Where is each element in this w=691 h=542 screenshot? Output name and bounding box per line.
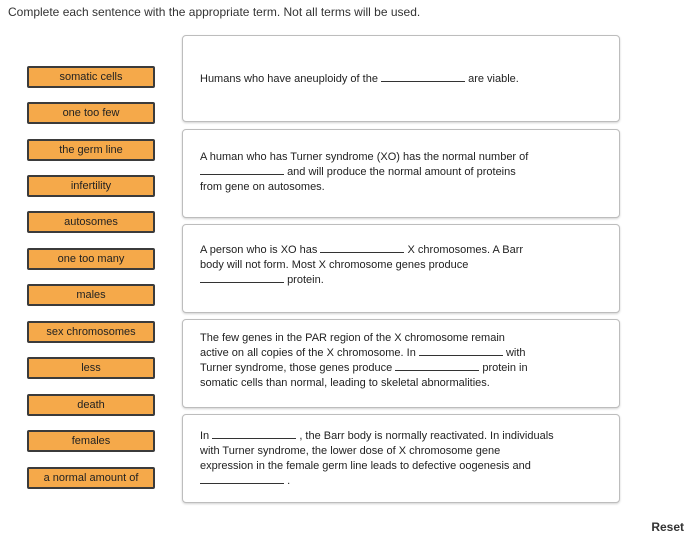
term-chip[interactable]: death bbox=[27, 394, 155, 416]
sentence-card bbox=[182, 319, 620, 408]
answer-blank[interactable] bbox=[419, 346, 503, 356]
sentence-line bbox=[200, 361, 607, 376]
term-chip[interactable]: infertility bbox=[27, 175, 155, 197]
term-chip[interactable]: less bbox=[27, 357, 155, 379]
term-chip[interactable]: females bbox=[27, 430, 155, 452]
sentence-line bbox=[200, 331, 607, 346]
sentence-card bbox=[182, 129, 620, 218]
sentence-line bbox=[200, 180, 607, 195]
sentence-text: . bbox=[287, 475, 291, 487]
sentence-text: Turner syndrome, those genes produce bbox=[200, 362, 393, 374]
sentence-text: The few genes in the PAR region of the X chromosome remain bbox=[200, 332, 505, 344]
sentence-card bbox=[182, 224, 620, 313]
term-chip[interactable]: autosomes bbox=[27, 211, 155, 233]
answer-blank[interactable] bbox=[395, 361, 479, 371]
sentence-text: with Turner syndrome, the lower dose of X chromosome gene bbox=[200, 445, 501, 457]
answer-blank[interactable] bbox=[200, 474, 284, 484]
reset-button[interactable]: Reset bbox=[651, 520, 684, 534]
term-chip[interactable]: one too few bbox=[27, 102, 155, 124]
sentence-text: are viable. bbox=[468, 73, 519, 85]
sentence-line bbox=[200, 243, 607, 258]
sentence-text: A person who is XO has bbox=[200, 244, 318, 256]
answer-blank[interactable] bbox=[381, 72, 465, 82]
sentence-text: from gene on autosomes. bbox=[200, 181, 325, 193]
term-chip[interactable]: one too many bbox=[27, 248, 155, 270]
sentence-line bbox=[200, 258, 607, 273]
sentence-line bbox=[200, 444, 607, 459]
sentence-text: expression in the female germ line leads to defective oogenesis and bbox=[200, 460, 531, 472]
sentence-line bbox=[200, 346, 607, 361]
sentence-text: protein. bbox=[287, 274, 324, 286]
sentence-text: A human who has Turner syndrome (XO) has the normal number of bbox=[200, 151, 529, 163]
term-chip[interactable]: the germ line bbox=[27, 139, 155, 161]
term-chip[interactable]: sex chromosomes bbox=[27, 321, 155, 343]
answer-blank[interactable] bbox=[200, 165, 284, 175]
sentence-text: protein in bbox=[482, 362, 528, 374]
sentence-card bbox=[182, 414, 620, 503]
sentence-line bbox=[200, 429, 607, 444]
answer-blank[interactable] bbox=[200, 273, 284, 283]
term-chip[interactable]: a normal amount of bbox=[27, 467, 155, 489]
sentence-line bbox=[200, 165, 607, 180]
term-chip[interactable]: somatic cells bbox=[27, 66, 155, 88]
answer-blank[interactable] bbox=[320, 243, 404, 253]
sentence-text: and will produce the normal amount of proteins bbox=[287, 166, 516, 178]
sentence-card bbox=[182, 35, 620, 122]
sentence-text: body will not form. Most X chromosome genes produce bbox=[200, 259, 469, 271]
sentence-line bbox=[200, 273, 607, 288]
sentence-line bbox=[200, 474, 607, 489]
sentence-line bbox=[200, 150, 607, 165]
sentence-line bbox=[200, 376, 607, 391]
sentence-line bbox=[200, 72, 607, 87]
sentence-line bbox=[200, 459, 607, 474]
sentence-text: somatic cells than normal, leading to skeletal abnormalities. bbox=[200, 377, 490, 389]
sentence-text: active on all copies of the X chromosome. In bbox=[200, 347, 416, 359]
sentence-text: X chromosomes. A Barr bbox=[407, 244, 524, 256]
sentence-text: Humans who have aneuploidy of the bbox=[200, 73, 378, 85]
sentence-text: In bbox=[200, 430, 210, 442]
term-chip[interactable]: males bbox=[27, 284, 155, 306]
answer-blank[interactable] bbox=[212, 429, 296, 439]
sentence-text: , the Barr body is normally reactivated. In individuals bbox=[299, 430, 554, 442]
instructions-text: Complete each sentence with the appropriate term. Not all terms will be used. bbox=[8, 5, 421, 19]
sentence-text: with bbox=[505, 347, 526, 359]
